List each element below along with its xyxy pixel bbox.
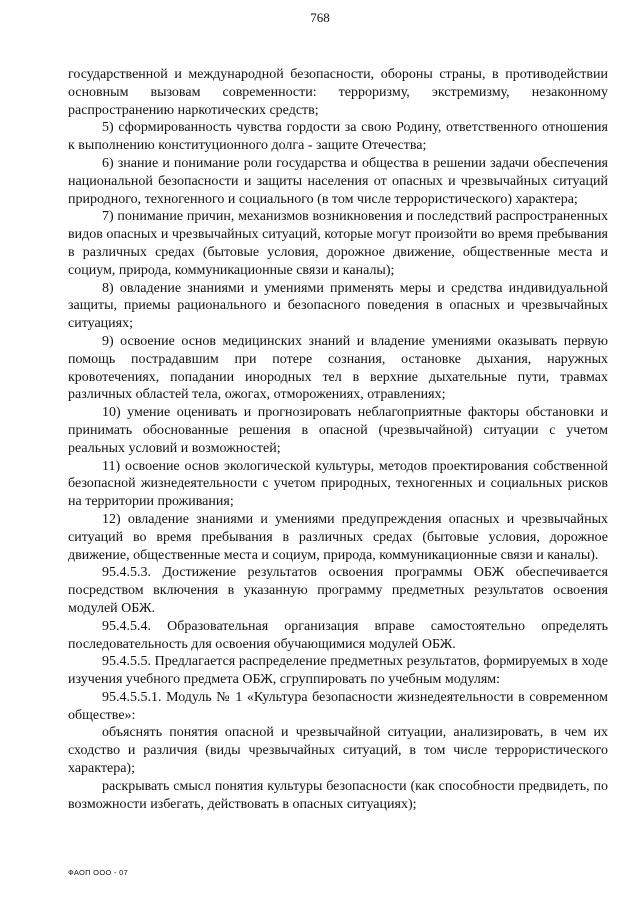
paragraph: 95.4.5.3. Достижение результатов освоения программы ОБЖ обеспечивается посредством включения в указанную программу предметных результатов освоения модулей ОБЖ. [68,565,608,616]
paragraph: 8) овладение знаниями и умениями применять меры и средства индивидуальной защиты, приемы рационального и безопасного поведения в опасных и чрезвычайных ситуациях; [68,280,608,332]
paragraph: 7) понимание причин, механизмов возникновения и последствий распространенных видов опасных и чрезвычайных ситуаций, которые могут произойти во время пребывания в различных средах (бытовые условия, дорожное движение, общественные места и социум, природа, коммуникационные связи и каналы); [68,209,608,278]
paragraph: 12) овладение знаниями и умениями предупреждения опасных и чрезвычайных ситуаций во время пребывания в различных средах (бытовые условия, дорожное движение, общественные места и социум, природа, коммуникационные связи и каналы). [68,511,608,563]
paragraph: объяснять понятия опасной и чрезвычайной ситуации, анализировать, в чем их сходство и различия (виды чрезвычайных ситуаций, в том числе террористического характера); [68,725,608,777]
paragraph: государственной и международной безопасности, обороны страны, в противодействии основным вызовам современности: терроризму, экстремизму, незаконному распространению наркотических средств; [68,67,608,118]
document-body [68,66,608,813]
paragraph: 6) знание и понимание роли государства и общества в решении задачи обеспечения национальной безопасности и защиты населения от опасных и чрезвычайных ситуаций природного, техногенного и социального (в том числе террористического) характера; [68,155,608,207]
paragraph: 5) сформированность чувства гордости за свою Родину, ответственного отношения к выполнению конституционного долга - защите Отечества; [68,120,608,154]
paragraph: 95.4.5.5. Предлагается распределение предметных результатов, формируемых в ходе изучения учебного предмета ОБЖ, сгруппировать по учебным модулям: [68,654,608,688]
paragraph: 95.4.5.5.1. Модуль № 1 «Культура безопасности жизнедеятельности в современном обществе»: [68,689,608,723]
page-number: 768 [310,10,330,25]
paragraph: 95.4.5.4. Образовательная организация вправе самостоятельно определять последовательность для освоения обучающимися модулей ОБЖ. [68,618,608,652]
paragraph: 11) освоение основ экологической культуры, методов проектирования собственной безопасной жизнедеятельности с учетом природных, техногенных и социальных рисков на территории проживания; [68,458,608,510]
paragraph: 9) освоение основ медицинских знаний и владение умениями оказывать первую помощь пострадавшим при потере сознания, остановке дыхания, наружных кровотечениях, попадании инородных тел в верхние дыхательные пути, травмах различных областей тела, ожогах, отморожениях, отравлениях; [68,333,608,403]
document-footer: ФАОП ООО - 07 [68,868,129,877]
paragraph: 10) умение оценивать и прогнозировать неблагоприятные факторы обстановки и принимать обоснованные решения в опасной (чрезвычайной) ситуации с учетом реальных условий и возможностей; [68,405,608,456]
paragraph: раскрывать смысл понятия культуры безопасности (как способности предвидеть, по возможности избегать, действовать в опасных ситуациях); [68,778,608,812]
